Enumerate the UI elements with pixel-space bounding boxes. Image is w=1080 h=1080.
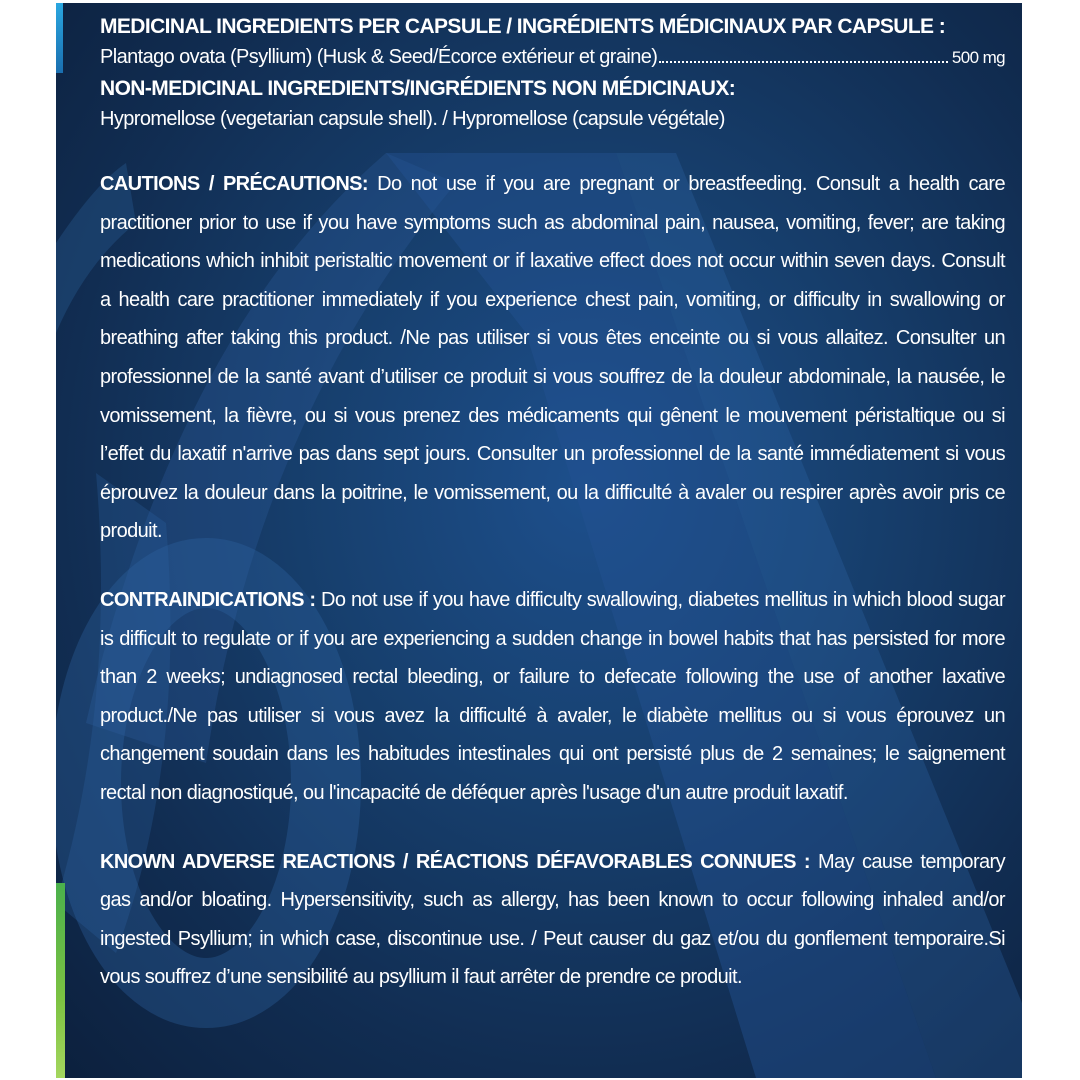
adverse-reactions-section xyxy=(100,843,1005,997)
cautions-heading: CAUTIONS / PRÉCAUTIONS: xyxy=(100,173,378,195)
blue-side-stripe xyxy=(56,3,63,73)
label-text-block xyxy=(100,11,1005,997)
non-medicinal-ingredients-text: Hypromellose (vegetarian capsule shell). / Hypromellose (capsule végétale) xyxy=(100,108,725,130)
medicinal-ingredients-heading: MEDICINAL INGREDIENTS PER CAPSULE / INGRÉDIENTS MÉDICINAUX PAR CAPSULE : xyxy=(100,15,946,38)
non-medicinal-ingredients-heading: NON-MEDICINAL INGREDIENTS/INGRÉDIENTS NON MÉDICINAUX: xyxy=(100,77,736,100)
cautions-text: Do not use if you are pregnant or breastfeeding. Consult a health care practitioner prior to use if you have symptoms such as abdominal pain, nausea, vomiting, fever; are taking medications which inhibit peristaltic movement or if laxative effect does not occur within seven days. Consult a health care practitioner immediately if you experience chest pain, vomiting, or difficulty in swallowing or breathing after taking this product. /Ne pas utiliser si vous êtes enceinte ou si vous allaitez. Consulter un professionnel de la santé avant d’utiliser ce produit si vous souffrez de la douleur abdominale, la nausée, le vomissement, la fièvre, ou si vous prenez des médicaments qui gênent le mouvement péristaltique ou si l’effet du laxatif n'arrive pas dans sept jours. Consulter un professionnel de la santé immédiatement si vous éprouvez la douleur dans la poitrine, le vomissement, ou la difficulté à avaler ou respirer après avoir pris ce produit. xyxy=(100,173,1005,543)
contraindications-section xyxy=(100,581,1005,813)
green-side-stripe xyxy=(56,883,65,1078)
adverse-reactions-text: May cause temporary gas and/or bloating. Hypersensitivity, such as allergy, has been known to occur following inhaled and/or ingested Psyllium; in which case, discontinue use. / Peut causer du gaz et/ou du gonflement temporaire.Si vous souffrez d’une sensibilité au psyllium il faut arrêter de prendre ce produit. xyxy=(100,850,1005,989)
contraindications-text: Do not use if you have difficulty swallowing, diabetes mellitus in which blood sugar is difficult to regulate or if you are experiencing a sudden change in bowel habits that has persisted for more than 2 weeks; undiagnosed rectal bleeding, or failure to defecate following the use of another laxative product./Ne pas utiliser si vous avez la difficulté à avaler, le diabète mellitus ou si vous éprouvez un changement soudain dans les habitudes intestinales qui ont persisté plus de 2 semaines; le saignement rectal non diagnostiqué, ou l'incapacité de déféquer après l'usage d'un autre produit laxatif. xyxy=(100,588,1005,804)
ingredient-row xyxy=(100,42,1005,73)
ingredient-amount: 500 mg xyxy=(951,48,1005,67)
dot-leader xyxy=(659,60,948,63)
adverse-reactions-heading: KNOWN ADVERSE REACTIONS / RÉACTIONS DÉFAVORABLES CONNUES : xyxy=(100,850,818,873)
product-label-panel xyxy=(56,3,1022,1078)
cautions-section xyxy=(100,165,1005,551)
ingredient-name: Plantago ovata (Psyllium) (Husk & Seed/Écorce extérieur et graine) xyxy=(100,46,658,68)
contraindications-heading: CONTRAINDICATIONS : xyxy=(100,588,322,611)
